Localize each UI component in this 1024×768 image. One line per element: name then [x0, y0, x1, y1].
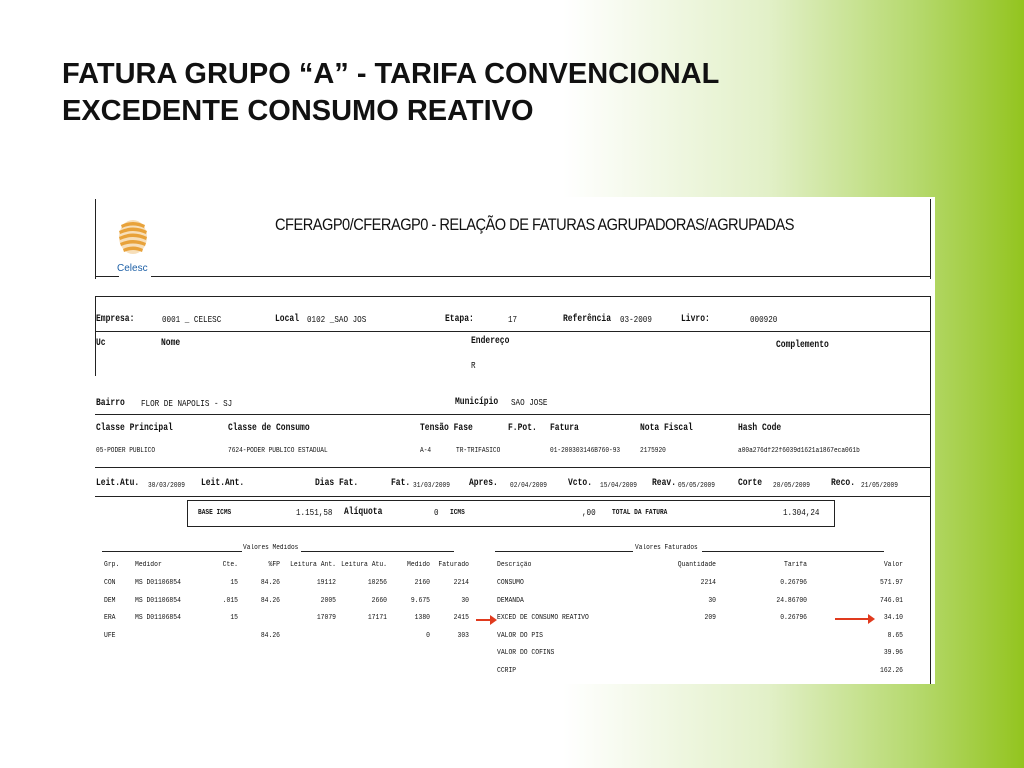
row-rule-1 — [95, 331, 931, 332]
classe-consumo-label: Classe de Consumo — [228, 423, 310, 434]
logo-text: Celesc — [117, 263, 148, 274]
fat-value: 31/03/2009 — [413, 482, 450, 490]
medidos-title: Valores Medidos — [243, 544, 299, 552]
medidos-header-cell: Cte. — [222, 561, 238, 569]
medidos-row-0-cell: MS D01106854 — [135, 579, 181, 587]
faturados-row-2-cell: 0.26796 — [780, 614, 807, 622]
faturados-header-cell: Quantidade — [677, 561, 716, 569]
total-fatura-label: TOTAL DA FATURA — [612, 509, 668, 517]
tensao-fase-label: Tensão Fase — [420, 423, 473, 434]
celesc-logo-icon — [113, 215, 153, 263]
faturados-row-2-cell: 34.10 — [883, 614, 903, 622]
complemento-label: Complemento — [776, 340, 829, 351]
fat-label: Fat. — [391, 478, 411, 489]
medidos-row-1-cell: 84.26 — [260, 596, 280, 605]
reativo-arrow-right-icon — [835, 618, 869, 620]
faturados-row-2-cell: 209 — [704, 614, 716, 622]
nota-fiscal-label: Nota Fiscal — [640, 423, 693, 434]
medidos-row-2-cell: 2415 — [453, 614, 469, 622]
slide-title-line2: EXCEDENTE CONSUMO REATIVO — [62, 95, 534, 127]
medidos-header-cell: Medido — [407, 561, 430, 569]
reco-value: 21/05/2009 — [861, 482, 898, 490]
faturados-row-5-cell: CCRIP — [497, 666, 517, 675]
empresa-label: Empresa: — [96, 314, 135, 325]
faturados-row-1-cell: 746.01 — [880, 596, 903, 605]
medidos-row-1-cell: .015 — [222, 596, 238, 605]
reco-label: Reco. — [831, 478, 856, 489]
dias-fat-label: Dias Fat. — [315, 478, 359, 489]
faturados-row-2-cell: EXCED DE CONSUMO REATIVO — [497, 614, 589, 622]
medidos-row-1-cell: 2660 — [371, 596, 387, 605]
nome-label: Nome — [161, 338, 181, 349]
header-left-border — [95, 199, 96, 279]
medidos-row-0-cell: 15 — [230, 579, 238, 587]
medidos-header-cell: Faturado — [438, 561, 469, 569]
medidos-row-1-cell: 30 — [461, 596, 469, 605]
faturados-row-4-cell: VALOR DO COFINS — [497, 649, 555, 657]
leit-atu-label: Leit.Atu. — [96, 478, 140, 489]
local-label: Local — [275, 314, 300, 325]
medidos-header-cell: Grp. — [104, 561, 120, 569]
medidos-header-cell: Leitura Atu. — [341, 561, 387, 569]
faturados-row-1-cell: DEMANDA — [497, 596, 524, 605]
body-left-border — [95, 296, 96, 376]
municipio-value: SAO JOSE — [511, 397, 548, 408]
icms-summary-box — [187, 500, 835, 527]
medidos-row-1-cell: 2005 — [320, 596, 336, 605]
local-value: 0102 _SAO JOS — [307, 314, 367, 325]
reav-label: Reav. — [652, 478, 677, 489]
hash-code-label: Hash Code — [738, 423, 782, 434]
base-icms-label: BASE ICMS — [198, 509, 232, 517]
leit-ant-label: Leit.Ant. — [201, 478, 245, 489]
referencia-value: 03-2009 — [620, 314, 652, 325]
medidos-row-0-cell: 2214 — [453, 579, 469, 587]
header-right-border — [930, 199, 931, 279]
medidos-row-0-cell: 10256 — [367, 579, 387, 587]
faturados-row-0-cell: CONSUMO — [497, 579, 524, 587]
medidos-row-3-cell: 303 — [457, 631, 469, 640]
medidos-row-2-cell: MS D01106854 — [135, 614, 181, 622]
corte-value: 20/05/2009 — [773, 482, 810, 490]
endereco-label: Endereço — [471, 336, 510, 347]
medidos-row-2-cell: ERA — [104, 614, 116, 622]
corte-label: Corte — [738, 478, 763, 489]
base-icms-value: 1.151,58 — [296, 507, 333, 518]
uc-label: Uc — [96, 338, 106, 349]
aliquota-label: Alíquota — [344, 507, 383, 518]
row-rule-3 — [95, 467, 931, 468]
medidos-header-cell: Medidor — [135, 561, 162, 569]
etapa-label: Etapa: — [445, 314, 474, 325]
reativo-arrow-left-icon — [476, 619, 491, 621]
faturados-row-0-cell: 571.97 — [880, 579, 903, 587]
medidos-row-1-cell: MS D01106854 — [135, 596, 181, 605]
medidos-header-cell: Leitura Ant. — [290, 561, 336, 569]
aliquota-value: 0 — [434, 507, 439, 518]
leit-atu-value: 30/03/2009 — [148, 482, 185, 490]
header-bottom-rule — [151, 276, 931, 277]
empresa-value: 0001 _ CELESC — [162, 314, 222, 325]
body-top-rule — [95, 296, 931, 297]
etapa-value: 17 — [508, 314, 518, 325]
vcto-value: 15/04/2009 — [600, 482, 637, 490]
classe-principal-label: Classe Principal — [96, 423, 173, 434]
fpot-label: F.Pot. — [508, 423, 537, 434]
medidos-row-1-cell: DEM — [104, 596, 116, 605]
vcto-label: Vcto. — [568, 478, 593, 489]
row-rule-2 — [95, 414, 931, 415]
faturados-header-cell: Valor — [883, 561, 903, 569]
classe-consumo-value: 7624-PODER PUBLICO ESTADUAL — [228, 447, 328, 455]
endereco-value: R — [471, 360, 476, 371]
body-right-border — [930, 296, 931, 684]
tensao-value: A-4 — [420, 447, 432, 455]
bairro-value: FLOR DE NAPOLIS - SJ — [141, 398, 233, 409]
referencia-label: Referência — [563, 314, 612, 325]
reav-value: 05/05/2009 — [678, 482, 715, 490]
header-bottom-rule-left — [95, 276, 119, 277]
faturados-header-cell: Descrição — [497, 561, 532, 569]
medidos-rule-left — [102, 551, 242, 552]
medidos-row-2-cell: 17079 — [316, 614, 336, 622]
row-rule-4 — [95, 496, 931, 497]
faturados-rule-right — [702, 551, 884, 552]
livro-value: 000920 — [750, 314, 778, 325]
faturados-row-0-cell: 2214 — [700, 579, 716, 587]
medidos-row-0-cell: 19112 — [316, 579, 336, 587]
faturados-rule-left — [495, 551, 633, 552]
medidos-row-2-cell: 15 — [230, 614, 238, 622]
slide-title — [62, 56, 719, 130]
medidos-row-3-cell: 84.26 — [260, 631, 280, 640]
fase-value: TR-TRIFASICO — [456, 447, 501, 455]
faturados-row-1-cell: 24.86700 — [776, 596, 807, 605]
medidos-row-3-cell: UFE — [104, 631, 116, 640]
medidos-row-0-cell: CON — [104, 579, 116, 587]
hash-code-value: a00a276df22f6039d1621a1867eca061b — [738, 447, 860, 455]
apres-label: Apres. — [469, 478, 498, 489]
slide-title-line1: FATURA GRUPO “A” - TARIFA CONVENCIONAL — [62, 58, 720, 90]
icms-label: ICMS — [450, 509, 465, 517]
faturados-row-3-cell: VALOR DO PIS — [497, 631, 543, 640]
medidos-row-0-cell: 84.26 — [260, 579, 280, 587]
faturados-row-3-cell: 8.65 — [887, 631, 903, 640]
medidos-row-2-cell: 17171 — [367, 614, 387, 622]
faturados-row-1-cell: 30 — [708, 596, 716, 605]
classe-principal-value: 05-PODER PUBLICO — [96, 447, 156, 455]
faturados-title: Valores Faturados — [635, 544, 698, 552]
faturados-row-5-cell: 162.26 — [880, 666, 903, 675]
apres-value: 02/04/2009 — [510, 482, 547, 490]
faturados-row-4-cell: 39.96 — [883, 649, 903, 657]
municipio-label: Município — [455, 397, 499, 408]
faturados-row-0-cell: 0.26796 — [780, 579, 807, 587]
nota-fiscal-value: 2175920 — [640, 447, 666, 455]
invoice-report-scan — [95, 197, 935, 684]
fatura-label: Fatura — [550, 423, 579, 434]
total-fatura-value: 1.304,24 — [783, 507, 820, 518]
medidos-row-3-cell: 0 — [426, 631, 430, 640]
fatura-value: 01-200303146B760-93 — [550, 447, 621, 455]
bairro-label: Bairro — [96, 398, 125, 409]
report-title: CFERAGP0/CFERAGP0 - RELAÇÃO DE FATURAS AGRUPADORAS/AGRUPADAS — [275, 215, 795, 234]
medidos-row-2-cell: 1380 — [414, 614, 430, 622]
faturados-header-cell: Tarifa — [784, 561, 807, 569]
medidos-header-cell: %FP — [268, 561, 280, 569]
medidos-row-0-cell: 2160 — [414, 579, 430, 587]
medidos-rule-right — [301, 551, 454, 552]
livro-label: Livro: — [681, 314, 710, 325]
medidos-row-1-cell: 9.675 — [410, 596, 430, 605]
icms-value: ,00 — [582, 507, 596, 518]
